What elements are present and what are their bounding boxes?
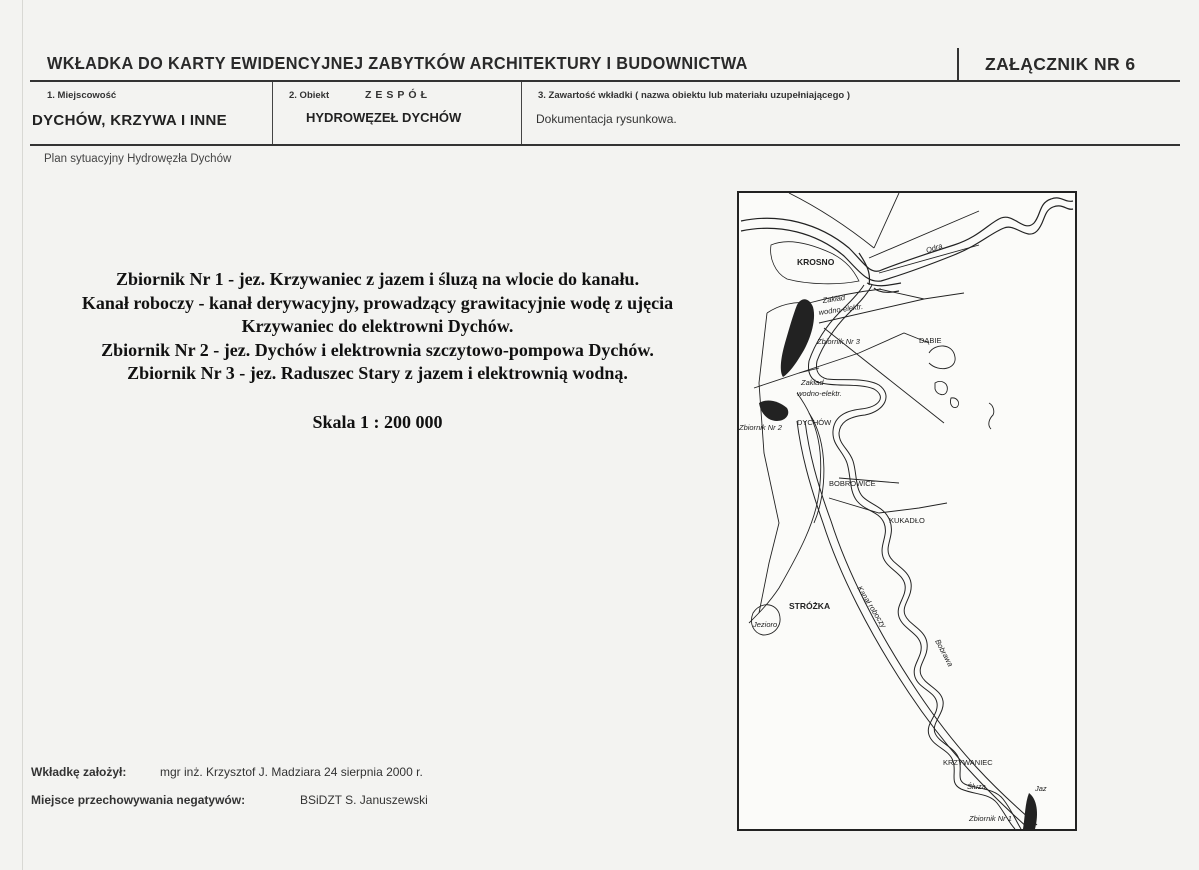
label-zaklad-2: Zakład [801, 378, 824, 387]
lakes [751, 346, 993, 635]
annex-number: ZAŁĄCZNIK NR 6 [985, 54, 1136, 74]
label-strozka: STRÓŻKA [789, 601, 831, 611]
label-jezioro: Jezioro [753, 620, 778, 629]
plan-subtitle: Plan sytuacyjny Hydrowęzła Dychów [44, 153, 232, 165]
label-jaz: Jaz [1035, 784, 1047, 793]
label-dychow: DYCHÓW [797, 418, 832, 427]
label-zbiornik-2: Zbiornik Nr 2 [739, 423, 782, 432]
object-value: HYDROWĘZEŁ DYCHÓW [306, 110, 462, 125]
label-kanal: Kanał roboczy [855, 584, 889, 630]
header-rule [30, 80, 1180, 82]
description-line: Kanał roboczy - kanał derywacyjny, prowadzący grawitacyjnie wodę z ujęcia [81, 292, 674, 313]
reservoir-1 [1023, 793, 1037, 829]
label-bobrawa: Bobrawa [933, 637, 956, 669]
label-bobrowice: BOBROWICE [829, 479, 876, 488]
storage-label: Miejsce przechowywania negatywów: [31, 793, 246, 807]
header-divider [957, 48, 959, 80]
site-map-drawing [739, 193, 1075, 829]
label-zbiornik-3: Zbiornik Nr 3 [817, 337, 860, 346]
field-divider [272, 82, 273, 144]
label-krosno: KROSNO [797, 257, 835, 267]
location-value: DYCHÓW, KRZYWA I INNE [32, 112, 227, 129]
contents-label: 3. Zawartość wkładki ( nazwa obiektu lub materiału uzupełniającego ) [538, 90, 850, 101]
card-edge [22, 0, 23, 870]
description-line: Zbiornik Nr 1 - jez. Krzywaniec z jazem i śluzą na wlocie do kanału. [115, 269, 640, 289]
label-krzywaniec: KRZYWANIEC [943, 758, 993, 767]
location-label: 1. Miejscowość [47, 90, 117, 101]
reservoir-3 [781, 299, 814, 377]
label-odra: Odra [924, 241, 944, 255]
label-zaklad-1: Zakład [822, 292, 846, 305]
fields-rule [30, 144, 1180, 146]
header-title: WKŁADKA DO KARTY EWIDENCYJNEJ ZABYTKÓW ARCHITEKTURY I BUDOWNICTWA [47, 53, 748, 73]
description-line: Zbiornik Nr 3 - jez. Raduszec Stary z jazem i elektrownią wodną. [127, 363, 628, 383]
description-line: Zbiornik Nr 2 - jez. Dychów i elektrownia szczytowo-pompowa Dychów. [101, 339, 654, 360]
label-wodno-2: wodno-elektr. [797, 389, 842, 398]
object-label: 2. Obiekt [289, 90, 330, 101]
description-line: Krzywaniec do elektrowni Dychów. [241, 316, 514, 336]
description-block [30, 268, 725, 386]
scale-text: Skala 1 : 200 000 [312, 412, 443, 432]
label-wodno-1: wodno-elektr. [818, 301, 864, 317]
site-map [737, 191, 1077, 831]
field-divider [521, 82, 522, 144]
author-label: Wkładkę założył: [31, 765, 127, 779]
storage-value: BSiDZT S. Januszewski [300, 793, 428, 807]
label-kukadlo: KUKADŁO [889, 516, 925, 525]
author-value: mgr inż. Krzysztof J. Madziara 24 sierpnia 2000 r. [160, 765, 423, 779]
reservoir-2 [759, 401, 788, 421]
label-zbiornik-1: Zbiornik Nr 1 [969, 814, 1012, 823]
label-sluza: Śluza [967, 782, 986, 791]
contents-value: Dokumentacja rysunkowa. [536, 112, 677, 126]
odra-river [741, 198, 1073, 292]
bobr-river [809, 285, 1022, 829]
object-label-extra: ZESPÓŁ [365, 89, 432, 101]
label-dabie: DĄBIE [919, 336, 942, 345]
